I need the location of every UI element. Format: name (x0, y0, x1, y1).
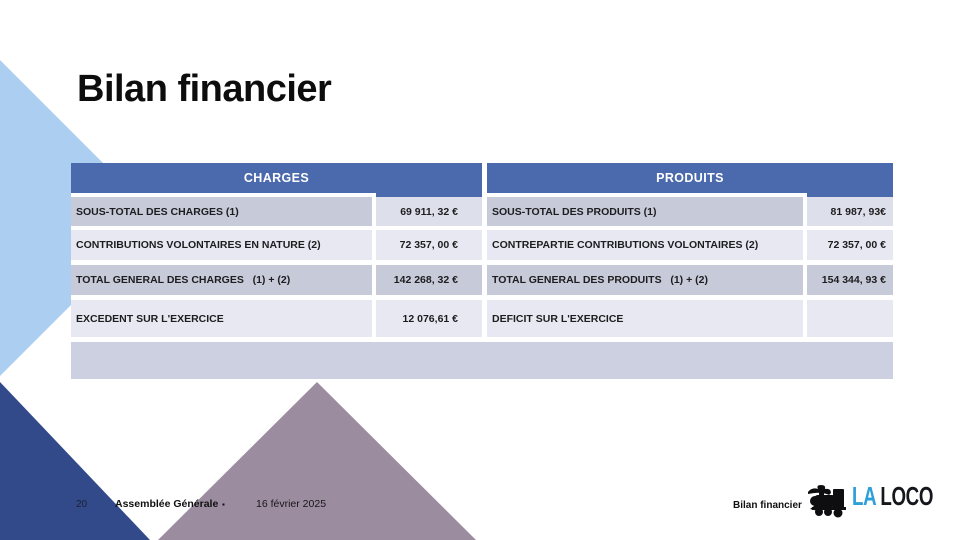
footer-section-title: Bilan financier (733, 500, 802, 511)
table-row-label: TOTAL GENERAL DES CHARGES (1) + (2) (71, 265, 372, 295)
footer-date: 16 février 2025 (256, 498, 327, 510)
table-row-value: 12 076,61 € (376, 300, 482, 337)
table-row-value (807, 300, 893, 337)
page-number: 20 (76, 499, 88, 510)
logo-word-loco: LOCO (875, 481, 934, 511)
la-loco-logo (806, 483, 956, 519)
logo-word-la: LA (852, 481, 876, 511)
table-row-label: EXCEDENT SUR L'EXERCICE (71, 300, 372, 337)
table-row-value: 142 268, 32 € (376, 265, 482, 295)
financial-table (71, 163, 893, 379)
table-row-label: DEFICIT SUR L'EXERCICE (487, 300, 803, 337)
table-row-label: CONTRIBUTIONS VOLONTAIRES EN NATURE (2) (71, 230, 372, 260)
produits-header: PRODUITS (487, 163, 893, 193)
table-row-label: SOUS-TOTAL DES PRODUITS (1) (487, 197, 803, 226)
steam-locomotive-icon (806, 484, 850, 518)
footer-event-name: Assemblée Générale (115, 498, 219, 510)
table-row-value: 154 344, 93 € (807, 265, 893, 295)
table-row-label: CONTREPARTIE CONTRIBUTIONS VOLONTAIRES (2) (487, 230, 803, 260)
table-row-label: SOUS-TOTAL DES CHARGES (1) (71, 197, 372, 226)
table-row-value: 69 911, 32 € (376, 197, 482, 226)
table-empty-row (71, 342, 893, 379)
page-title: Bilan financier (77, 68, 332, 110)
table-row-value: 72 357, 00 € (376, 230, 482, 260)
charges-header: CHARGES (71, 163, 482, 193)
footer-separator: ▪ (222, 500, 225, 509)
table-row-value: 81 987, 93€ (807, 197, 893, 226)
table-row-label: TOTAL GENERAL DES PRODUITS (1) + (2) (487, 265, 803, 295)
table-row-value: 72 357, 00 € (807, 230, 893, 260)
